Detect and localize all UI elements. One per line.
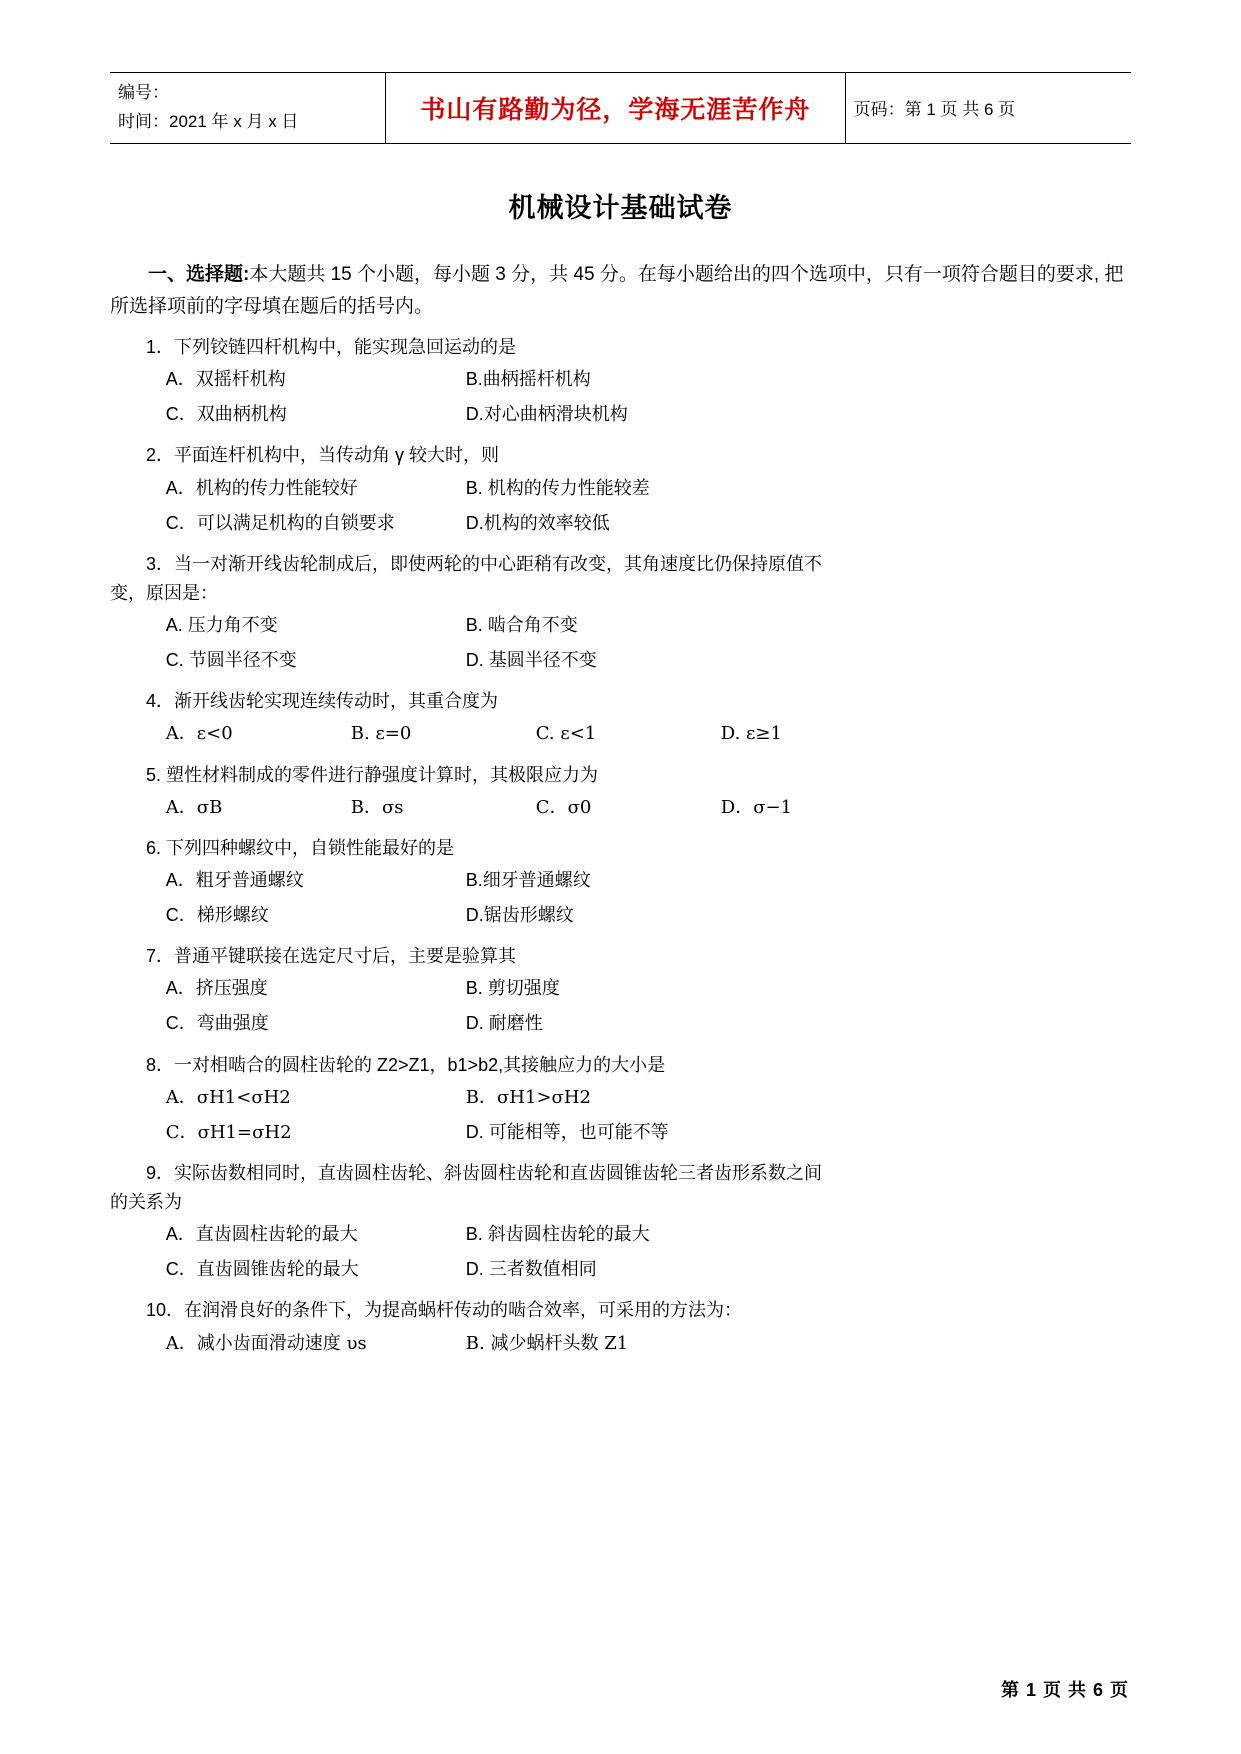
option-row (110, 1080, 1131, 1115)
option[interactable]: D.对心曲柄滑块机构 (465, 404, 628, 425)
question-stem: 8．一对相啮合的圆柱齿轮的 Z2>Z1，b1>b2,其接触应力的大小是 (146, 1054, 666, 1075)
question-item (110, 687, 1131, 751)
option[interactable]: B. 啮合角不变 (465, 615, 578, 636)
option[interactable]: B. ε=0 (350, 723, 412, 745)
option[interactable]: A．直齿圆柱齿轮的最大 (165, 1224, 358, 1245)
option[interactable]: A．σH1<σH2 (165, 1086, 291, 1108)
section-intro-label: 一、选择题: (148, 263, 250, 285)
option[interactable]: A．双摇杆机构 (165, 369, 286, 390)
option-row (110, 1217, 1131, 1252)
question-stem: 2．平面连杆机构中，当传动角 γ 较大时，则 (146, 445, 500, 466)
option[interactable]: C. ε<1 (535, 723, 597, 745)
question-stem: 10．在润滑良好的条件下，为提高蜗杆传动的啮合效率，可采用的方法为： (146, 1300, 743, 1321)
option-row (110, 1115, 1131, 1150)
option-row (110, 790, 1131, 825)
option-row (110, 1326, 1131, 1361)
option[interactable]: A．挤压强度 (165, 978, 268, 999)
option[interactable]: B．σH1>σH2 (465, 1086, 591, 1108)
question-item (110, 834, 1131, 933)
option[interactable]: A．粗牙普通螺纹 (165, 869, 304, 890)
option[interactable]: C. 节圆半径不变 (165, 650, 297, 671)
option-row (110, 362, 1131, 397)
option[interactable]: D. ε≥1 (720, 723, 782, 745)
option[interactable]: C．梯形螺纹 (165, 905, 269, 926)
question-stem: 3．当一对渐开线齿轮制成后，即使两轮的中心距稍有改变，其角速度比仍保持原值不 (146, 553, 823, 574)
option[interactable]: D. 基圆半径不变 (465, 650, 597, 671)
option[interactable]: B.细牙普通螺纹 (465, 869, 591, 890)
question-item (110, 333, 1131, 432)
option[interactable]: B. 剪切强度 (465, 978, 560, 999)
option[interactable]: D. 可能相等，也可能不等 (465, 1121, 669, 1142)
question-stem-continued: 变，原因是： (110, 582, 218, 603)
page-header-table (110, 72, 1131, 144)
option-row (110, 1006, 1131, 1041)
option-row (110, 471, 1131, 506)
option[interactable]: C．可以满足机构的自锁要求 (165, 512, 395, 533)
option-row (110, 506, 1131, 541)
question-stem: 6. 下列四种螺纹中，自锁性能最好的是 (146, 837, 455, 858)
option[interactable]: C．σH1=σH2 (165, 1121, 292, 1143)
option[interactable]: A．ε<0 (165, 723, 233, 745)
option[interactable]: D. 耐磨性 (465, 1013, 543, 1034)
option-row (110, 397, 1131, 432)
option[interactable]: A. 压力角不变 (165, 615, 278, 636)
option-row (110, 643, 1131, 678)
question-item (110, 1051, 1131, 1150)
question-stem: 4．渐开线齿轮实现连续传动时，其重合度为 (146, 691, 499, 712)
option[interactable]: C．直齿圆锥齿轮的最大 (165, 1259, 359, 1280)
question-stem: 7．普通平键联接在选定尺寸后，主要是验算其 (146, 946, 517, 967)
option-row (110, 716, 1131, 751)
question-stem: 1．下列铰链四杆机构中，能实现急回运动的是 (146, 337, 517, 358)
question-stem-continued: 的关系为 (110, 1192, 182, 1212)
question-item (110, 761, 1131, 825)
option[interactable]: C．弯曲强度 (165, 1013, 269, 1034)
question-item (110, 942, 1131, 1041)
header-row (110, 73, 1131, 144)
option[interactable]: D．σ−1 (720, 796, 793, 818)
question-item (110, 1296, 1131, 1360)
option[interactable]: A．机构的传力性能较好 (165, 477, 358, 498)
option[interactable]: A．σB (165, 796, 223, 818)
header-page-label: 页码：第 1 页 共 6 页 (845, 73, 1131, 144)
question-item (110, 1159, 1131, 1288)
question-item (110, 550, 1131, 679)
option-row (110, 1252, 1131, 1287)
option-row (110, 608, 1131, 643)
question-stem: 9．实际齿数相同时，直齿圆柱齿轮、斜齿圆柱齿轮和直齿圆锥齿轮三者齿形系数之间 (146, 1162, 823, 1183)
option[interactable]: D. 三者数值相同 (465, 1259, 597, 1280)
header-number-label: 编号： (118, 83, 169, 102)
header-meta-cell (110, 73, 386, 144)
option-row (110, 863, 1131, 898)
header-time-label: 时间：2021 年 x 月 x 日 (118, 111, 299, 131)
option[interactable]: A．减小齿面滑动速度 υs (165, 1332, 367, 1354)
option[interactable]: C．双曲柄机构 (165, 404, 287, 425)
option[interactable]: B. 减少蜗杆头数 Z1 (465, 1332, 629, 1354)
option[interactable]: B. 机构的传力性能较差 (465, 477, 650, 498)
option[interactable]: B.曲柄摇杆机构 (465, 369, 591, 390)
section-intro (110, 259, 1131, 324)
header-slogan: 书山有路勤为径，学海无涯苦作舟 (386, 73, 845, 144)
question-stem: 5. 塑性材料制成的零件进行静强度计算时，其极限应力为 (146, 764, 599, 785)
option-row (110, 898, 1131, 933)
option[interactable]: B. 斜齿圆柱齿轮的最大 (465, 1224, 650, 1245)
option[interactable]: B．σs (350, 796, 404, 818)
option[interactable]: D.锯齿形螺纹 (465, 905, 574, 926)
section-intro-text: 本大题共 15 个小题，每小题 3 分，共 45 分。在每小题给出的四个选项中，只有一项符合题目的要求, 把所选择项前的字母填在题后的括号内。 (110, 263, 1124, 318)
option-row (110, 971, 1131, 1006)
option[interactable]: C．σ0 (535, 796, 592, 818)
page-footer: 第 1 页 共 6 页 (1000, 1680, 1129, 1700)
option[interactable]: D.机构的效率较低 (465, 512, 610, 533)
question-item (110, 441, 1131, 540)
page-title: 机械设计基础试卷 (508, 192, 733, 223)
